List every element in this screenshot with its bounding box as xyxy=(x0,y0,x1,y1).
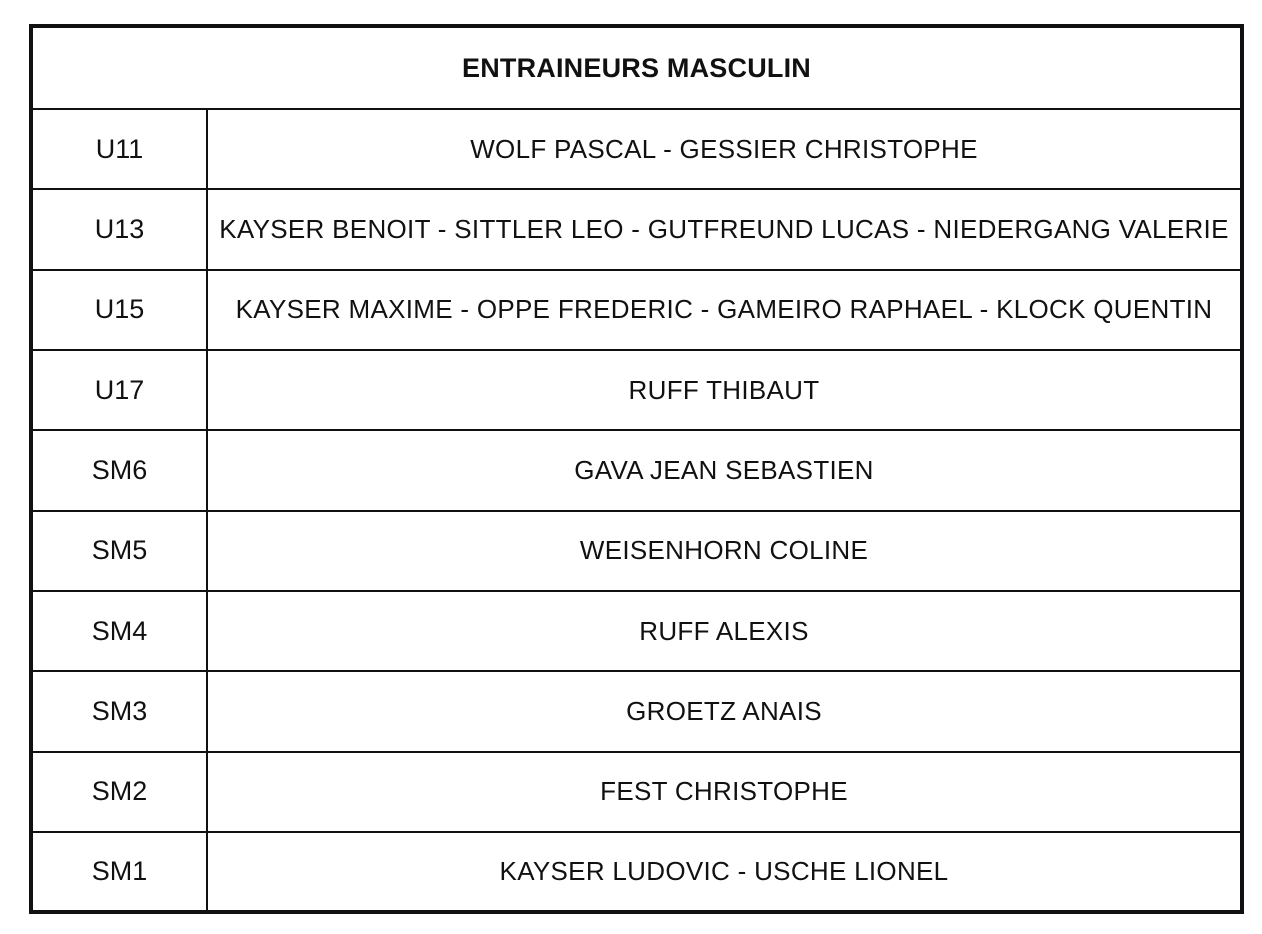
coaches-cell: GROETZ ANAIS xyxy=(207,671,1240,751)
table-row xyxy=(33,511,1240,591)
category-cell: SM1 xyxy=(33,832,207,910)
coaches-cell: GAVA JEAN SEBASTIEN xyxy=(207,430,1240,510)
category-cell: SM4 xyxy=(33,591,207,671)
category-cell: U13 xyxy=(33,189,207,269)
coaches-table xyxy=(33,28,1240,910)
category-cell: SM3 xyxy=(33,671,207,751)
coaches-cell: RUFF THIBAUT xyxy=(207,350,1240,430)
coaches-cell: WEISENHORN COLINE xyxy=(207,511,1240,591)
table-title: ENTRAINEURS MASCULIN xyxy=(33,28,1240,109)
table-row xyxy=(33,430,1240,510)
coaches-cell: KAYSER BENOIT - SITTLER LEO - GUTFREUND LUCAS - NIEDERGANG VALERIE xyxy=(207,189,1240,269)
category-cell: U17 xyxy=(33,350,207,430)
coaches-cell: WOLF PASCAL - GESSIER CHRISTOPHE xyxy=(207,109,1240,189)
coaches-cell: FEST CHRISTOPHE xyxy=(207,752,1240,832)
category-cell: SM6 xyxy=(33,430,207,510)
category-cell: SM5 xyxy=(33,511,207,591)
table-row xyxy=(33,109,1240,189)
coaches-cell: KAYSER LUDOVIC - USCHE LIONEL xyxy=(207,832,1240,910)
category-cell: U15 xyxy=(33,270,207,350)
table-row xyxy=(33,189,1240,269)
coaches-cell: KAYSER MAXIME - OPPE FREDERIC - GAMEIRO RAPHAEL - KLOCK QUENTIN xyxy=(207,270,1240,350)
coaches-table-frame xyxy=(29,24,1244,914)
table-row xyxy=(33,752,1240,832)
table-row xyxy=(33,832,1240,910)
coaches-cell: RUFF ALEXIS xyxy=(207,591,1240,671)
table-row xyxy=(33,270,1240,350)
category-cell: U11 xyxy=(33,109,207,189)
table-header-row xyxy=(33,28,1240,109)
table-row xyxy=(33,671,1240,751)
category-cell: SM2 xyxy=(33,752,207,832)
table-row xyxy=(33,591,1240,671)
table-row xyxy=(33,350,1240,430)
